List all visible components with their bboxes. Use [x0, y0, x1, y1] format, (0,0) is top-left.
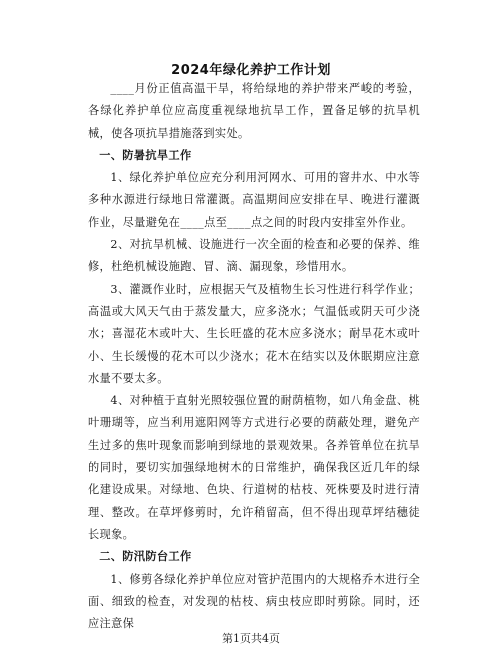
paragraph-text: 点之间的时段内安排室外作业。: [250, 215, 413, 229]
paragraph-text: 1、绿化养护单位应充分利用河网水、可用的窨井水、中水等多种水源进行绿地日常灌溉。高温期间应安排在早、晚进行灌溉作业，尽量避免在: [88, 171, 420, 229]
intro-blank: ____: [110, 82, 135, 95]
section-heading-flood: 二、防汛防台工作: [99, 550, 192, 564]
paragraph-shade-plants: 4、对种植于直射光照较强位置的耐荫植物，如八角金盘、桃叶珊瑚等，应当利用遮阳网等方式进行必要的荫蔽处理，避免产生过多的焦叶现象而影响到绿地的景观效果。各养管单位在抗旱的同时，要切实加强绿地树木的日常维护，确保我区近几年的绿化建设成果。对绿地、色块、行道树的枯枝、死株要及时进行清理、整改。在草坪修剪时，允许稍留高，但不得出现草坪结穗徒长现象。: [88, 394, 420, 541]
page-footer: 第1页共4页: [222, 632, 280, 645]
section-heading-drought: 一、防暑抗旱工作: [99, 148, 192, 162]
intro-paragraph: [88, 78, 420, 145]
fill-blank: ____: [180, 215, 205, 229]
fill-blank: ____: [227, 215, 251, 229]
document-title: 2024年绿化养护工作计划: [171, 63, 331, 78]
paragraph-equipment: 2、对抗旱机械、设施进行一次全面的检查和必要的保养、维修，杜绝机械设施跑、冒、滴、漏现象，珍惜用水。: [88, 238, 420, 274]
paragraph-pruning: 1、修剪各绿化养护单位应对管护范围内的大规格乔木进行全面、细致的检查，对发现的枯枝、病虫枝应即时剪除。同时，还应注意保: [88, 572, 420, 631]
document-body: [88, 78, 420, 635]
paragraph-irrigation: [88, 167, 420, 234]
paragraph-watering: 3、灌溉作业时，应根据天气及植物生长习性进行科学作业；高温或大风天气由于蒸发量大，应多浇水；气温低或阴天可少浇水；喜湿花木或叶大、生长旺盛的花木应多浇水；耐旱花木或叶小、生长缓慢的花木可以少浇水；花木在结实以及休眠期应注意水量不要太多。: [88, 282, 420, 385]
paragraph-text: 点至: [204, 215, 228, 229]
intro-text: 月份正值高温干旱，将给绿地的养护带来严峻的考验，各绿化养护单位应高度重视绿地抗旱工作，置备足够的抗旱机械，使各项抗旱措施落到实处。: [88, 82, 420, 140]
